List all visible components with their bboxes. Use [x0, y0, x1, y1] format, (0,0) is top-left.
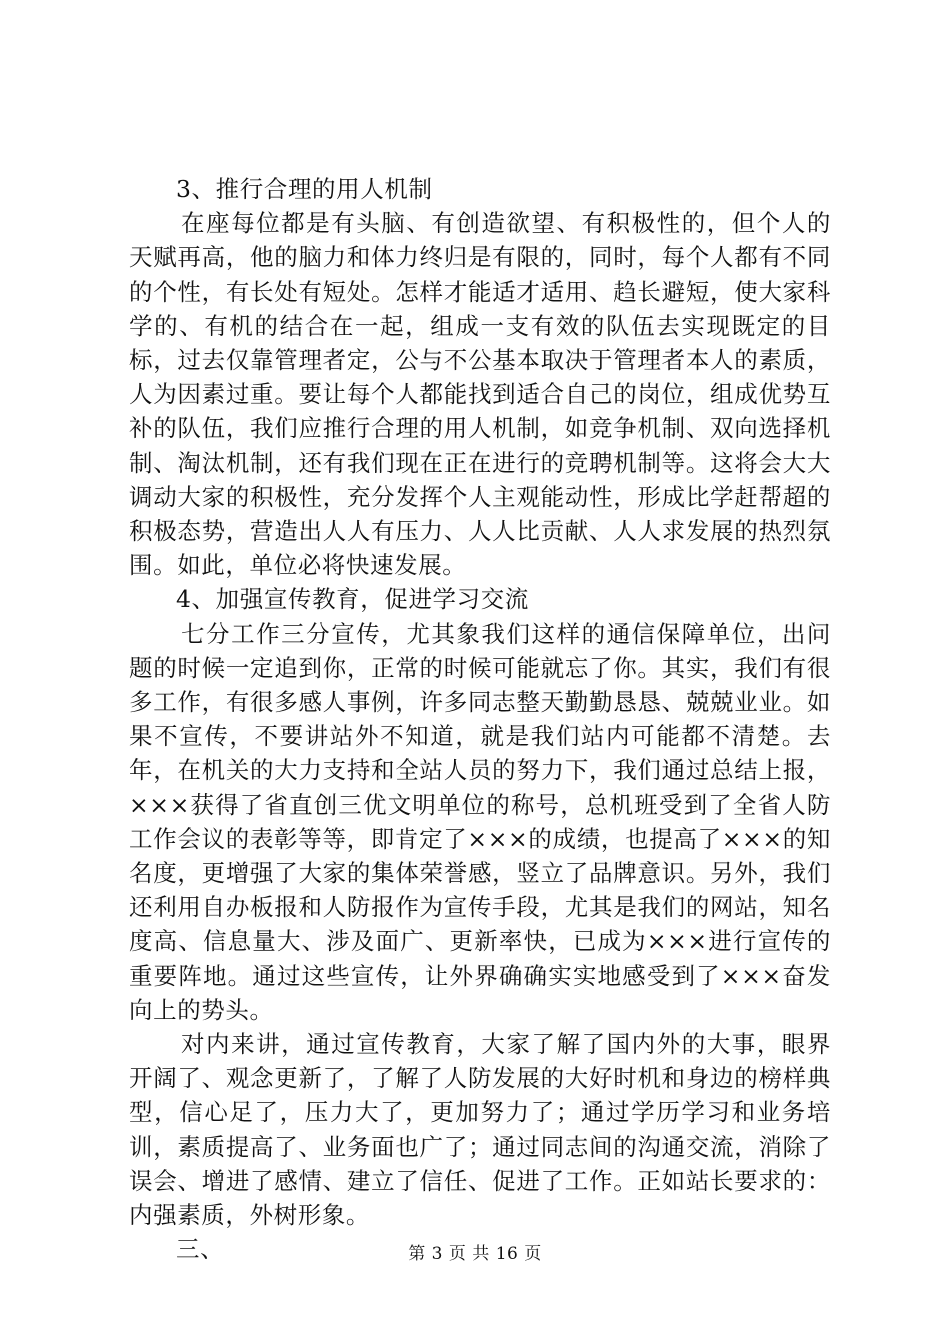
section-heading-4: 4、加强宣传教育，促进学习交流 [176, 585, 529, 614]
section-heading-3: 3、推行合理的用人机制 [176, 175, 433, 203]
paragraph-internal-education: 对内来讲，通过宣传教育，大家了解了国内外的大事，眼界开阔了、观念更新了，了解了人防发展的大好时机和身边的榜样典型，信心足了，压力大了，更加努力了；通过学历学习和业务培训，素质提高了、业务面也广了；通过同志间的沟通交流，消除了误会、增进了感情、建立了信任、促进了工作。正如站长要求的：内强素质，外树形象。 [129, 1030, 831, 1230]
section-heading-three: 三、 [176, 1235, 225, 1264]
paragraph-publicity: 七分工作三分宣传，尤其象我们这样的通信保障单位，出问题的时候一定追到你，正常的时候可能就忘了你。其实，我们有很多工作，有很多感人事例，许多同志整天勤勤恳恳、兢兢业业。如果不宣传，不要讲站外不知道，就是我们站内可能都不清楚。去年，在机关的大力支持和全站人员的努力下，我们通过总结上报，×××获得了省直创三优文明单位的称号，总机班受到了全省人防工作会议的表彰等等，即肯定了×××的成绩，也提高了×××的知名度，更增强了大家的集体荣誉感，竖立了品牌意识。另外，我们还利用自办板报和人防报作为宣传手段，尤其是我们的网站，知名度高、信息量大、涉及面广、更新率快，已成为×××进行宣传的重要阵地。通过这些宣传，让外界确确实实地感受到了×××奋发向上的势头。 [129, 619, 831, 1024]
document-body [129, 172, 831, 1267]
page-number-footer: 第 3 页 共 16 页 [408, 1244, 542, 1264]
paragraph-hiring-mechanism: 在座每位都是有头脑、有创造欲望、有积极性的，但个人的天赋再高，他的脑力和体力终归是有限的，同时，每个人都有不同的个性，有长处有短处。怎样才能适才适用、趋长避短，使大家科学的、有机的结合在一起，组成一支有效的队伍去实现既定的目标，过去仅靠管理者定，公与不公基本取决于管理者本人的素质，人为因素过重。要让每个人都能找到适合自己的岗位，组成优势互补的队伍，我们应推行合理的用人机制，如竞争机制、双向选择机制、淘汰机制，还有我们现在正在进行的竞聘机制等。这将会大大调动大家的积极性，充分发挥个人主观能动性，形成比学赶帮超的积极态势，营造出人人有压力、人人比贡献、人人求发展的热烈氛围。如此，单位必将快速发展。 [129, 209, 831, 580]
